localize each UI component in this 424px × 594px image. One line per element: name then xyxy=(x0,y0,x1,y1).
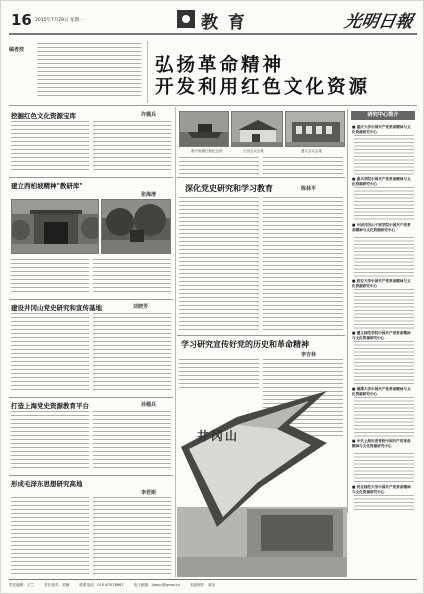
sidebar-item-body xyxy=(354,237,414,277)
photo-caption: 古田会议会址 xyxy=(243,149,264,153)
article-headline: 建立西柏坡精神"教研库" xyxy=(11,182,83,190)
article-body xyxy=(11,121,89,173)
divider xyxy=(177,177,345,178)
masthead xyxy=(9,7,417,35)
main-title-line2: 开发利用红色文化资源 xyxy=(155,77,371,98)
page-footer xyxy=(9,579,417,591)
paper-logo: 光明日報 xyxy=(342,12,415,32)
sidebar-item-heading: ■ 湘潭大学中国共产党革命精神与文化资源研究中心 xyxy=(352,387,411,396)
article-body xyxy=(263,157,343,175)
divider xyxy=(147,41,148,103)
article-author: 刘晓芳 xyxy=(133,304,149,310)
article-body xyxy=(93,497,171,575)
divider xyxy=(9,397,173,398)
divider xyxy=(9,299,173,300)
red-boat-photo xyxy=(179,111,229,147)
article-body xyxy=(11,313,89,393)
divider xyxy=(9,177,173,178)
footer-editor: 责任编辑：王兰 xyxy=(9,583,35,587)
article-author: 孙德兵 xyxy=(141,402,157,408)
divider xyxy=(9,105,417,106)
footer-producer: 本版制作：周莹 xyxy=(189,583,216,587)
photo-caption: 遵义会议会址 xyxy=(301,149,322,153)
article-body xyxy=(263,197,343,331)
divider xyxy=(175,107,176,577)
sidebar-item-body xyxy=(354,187,414,221)
photo-caption: 嘉兴南湖红船纪念馆 xyxy=(191,149,223,153)
monument-inscription: 井冈山 xyxy=(197,429,240,443)
sidebar-item-heading: ■ 中共上海市委党校中国共产党革命精神与文化资源研究中心 xyxy=(352,439,411,448)
article-body xyxy=(11,497,89,575)
sidebar-item-body xyxy=(354,135,414,175)
article-headline: 打造上海党史资源教育平台 xyxy=(11,402,89,410)
sidebar-item-body xyxy=(354,495,414,511)
gutian-photo xyxy=(231,111,283,147)
divider xyxy=(177,335,345,336)
article-headline: 学习研究宣传好党的历史和革命精神 xyxy=(181,339,309,349)
article-headline: 挖掘红色文化资源宝库 xyxy=(11,112,76,120)
footer-proofreader: 责任校对：刘楠 xyxy=(44,583,70,587)
article-author: 张海清 xyxy=(141,192,157,198)
sidebar-item-heading: ■ 延安大学中国共产党革命精神与文化资源研究中心 xyxy=(352,279,411,288)
footer-email: 电子邮箱：jiaoyu@gmw.cn xyxy=(133,583,180,587)
article-headline: 建设井冈山党史研究和宣传基地 xyxy=(11,304,102,312)
article-headline: 形成毛泽东思想研究高地 xyxy=(11,480,83,488)
issue-date: 2015年7月29日 星期一 xyxy=(35,18,84,23)
article-body xyxy=(93,121,171,173)
section-badge-icon xyxy=(177,10,195,28)
sidebar-item-heading: ■ 中国井冈山干部学院中国共产党革命精神与文化资源研究中心 xyxy=(352,223,411,232)
article-body xyxy=(179,197,259,331)
stone-gate-photo xyxy=(11,199,99,254)
sidebar-item-body xyxy=(354,397,414,437)
article-body xyxy=(93,411,171,471)
editor-note-text xyxy=(37,43,141,97)
divider xyxy=(9,475,173,476)
forest-photo xyxy=(101,199,171,254)
main-title-line1: 弘扬革命精神 xyxy=(155,55,285,76)
sidebar-item-heading: ■ 重庆大学中国共产党革命精神与文化资源研究中心 xyxy=(352,125,411,134)
article-body xyxy=(11,259,89,295)
sidebar-item-heading: ■ 河北师范大学中国共产党革命精神与文化资源研究中心 xyxy=(352,485,411,494)
section-name: 教 育 xyxy=(201,13,247,33)
footer-phone: 联系电话：010-67078867 xyxy=(79,583,124,587)
sidebar-item-body xyxy=(354,341,414,385)
sidebar-item-body xyxy=(354,453,414,483)
article-author: 李若斯 xyxy=(141,490,157,496)
sidebar-item-body xyxy=(354,289,414,329)
article-author: 陈林平 xyxy=(301,186,317,192)
article-body xyxy=(93,259,171,295)
sidebar-item-heading: ■ 嘉兴学院中国共产党革命精神与文化资源研究中心 xyxy=(352,177,411,186)
zunyi-photo xyxy=(285,111,345,147)
editor-note-tag: 编者按 xyxy=(9,47,25,53)
page-number: 16 xyxy=(11,11,32,29)
article-body xyxy=(11,411,89,471)
sidebar-item-heading: ■ 遵义师范学院中国共产党革命精神与文化资源研究中心 xyxy=(352,331,411,340)
article-body xyxy=(179,157,259,175)
sidebar-title: 研究中心简介 xyxy=(351,111,415,120)
article-author: 许德兵 xyxy=(141,112,157,118)
jinggangshan-monument-image xyxy=(177,387,347,577)
article-headline: 深化党史研究和学习教育 xyxy=(185,183,273,193)
article-author: 李吉林 xyxy=(301,352,317,358)
article-body xyxy=(93,313,171,393)
